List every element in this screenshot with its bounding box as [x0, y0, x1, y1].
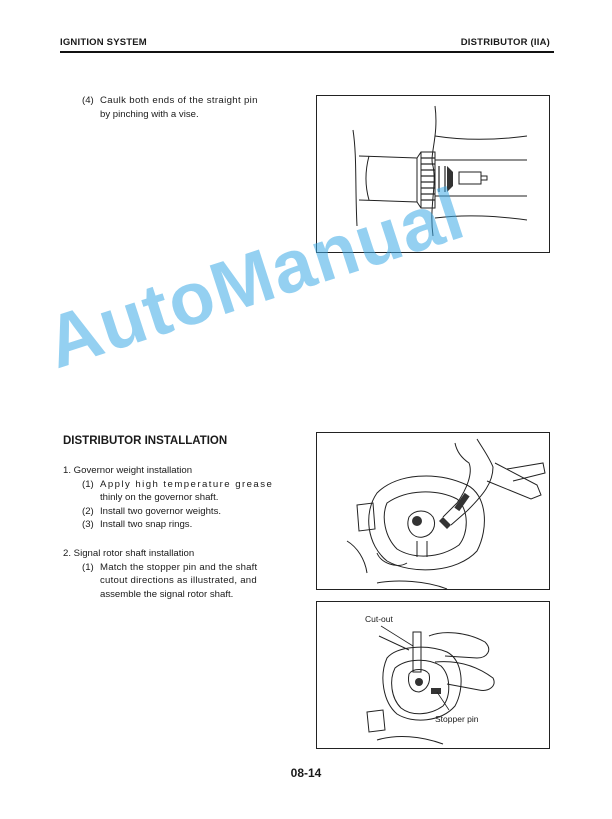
item-2-step-1-line-1: Match the stopper pin and the shaft	[100, 561, 258, 573]
page-number: 08-14	[290, 766, 322, 780]
label-cutout: Cut-out	[365, 614, 393, 624]
step-4-line-2: by pinching with a vise.	[100, 108, 199, 120]
governor-weights-illustration	[317, 433, 549, 589]
item-1-step-2-text: Install two governor weights.	[100, 505, 222, 517]
figure-signal-rotor-shaft	[316, 601, 550, 749]
item-2-step-1-line-3: assemble the signal rotor shaft.	[100, 588, 234, 600]
item-1-title: 1. Governor weight installation	[63, 465, 193, 476]
section-title: DISTRIBUTOR INSTALLATION	[63, 435, 228, 447]
step-4-line-1: Caulk both ends of the straight pin	[100, 95, 258, 106]
item-2-title: 2. Signal rotor shaft installation	[63, 548, 195, 559]
item-2	[63, 547, 297, 601]
header-chapter-title: DISTRIBUTOR (IIA)	[460, 37, 550, 48]
item-1-step-1-line-1: Apply high temperature grease	[100, 478, 274, 490]
signal-rotor-shaft-illustration	[317, 602, 549, 748]
watermark: AutoManual	[36, 171, 474, 385]
item-1	[63, 464, 297, 532]
figure-straight-pin	[316, 95, 550, 253]
item-1-step-2-number: (2)	[82, 505, 94, 517]
item-1-step-1-number: (1)	[82, 478, 94, 490]
label-stopper-pin: Stopper pin	[435, 714, 479, 724]
step-4-number: (4)	[82, 95, 94, 106]
header-rule	[60, 51, 554, 53]
item-2-step-1-line-2: cutout directions as illustrated, and	[100, 575, 257, 586]
straight-pin-illustration	[317, 96, 549, 252]
item-1-step-1-line-2: thinly on the governor shaft.	[100, 492, 219, 503]
step-4	[82, 94, 297, 121]
item-1-step-3-text: Install two snap rings.	[100, 519, 193, 530]
item-1-step-3-number: (3)	[82, 519, 94, 530]
item-2-step-1-number: (1)	[82, 561, 94, 573]
header-section-title: IGNITION SYSTEM	[60, 37, 147, 48]
figure-governor-weights	[316, 432, 550, 590]
